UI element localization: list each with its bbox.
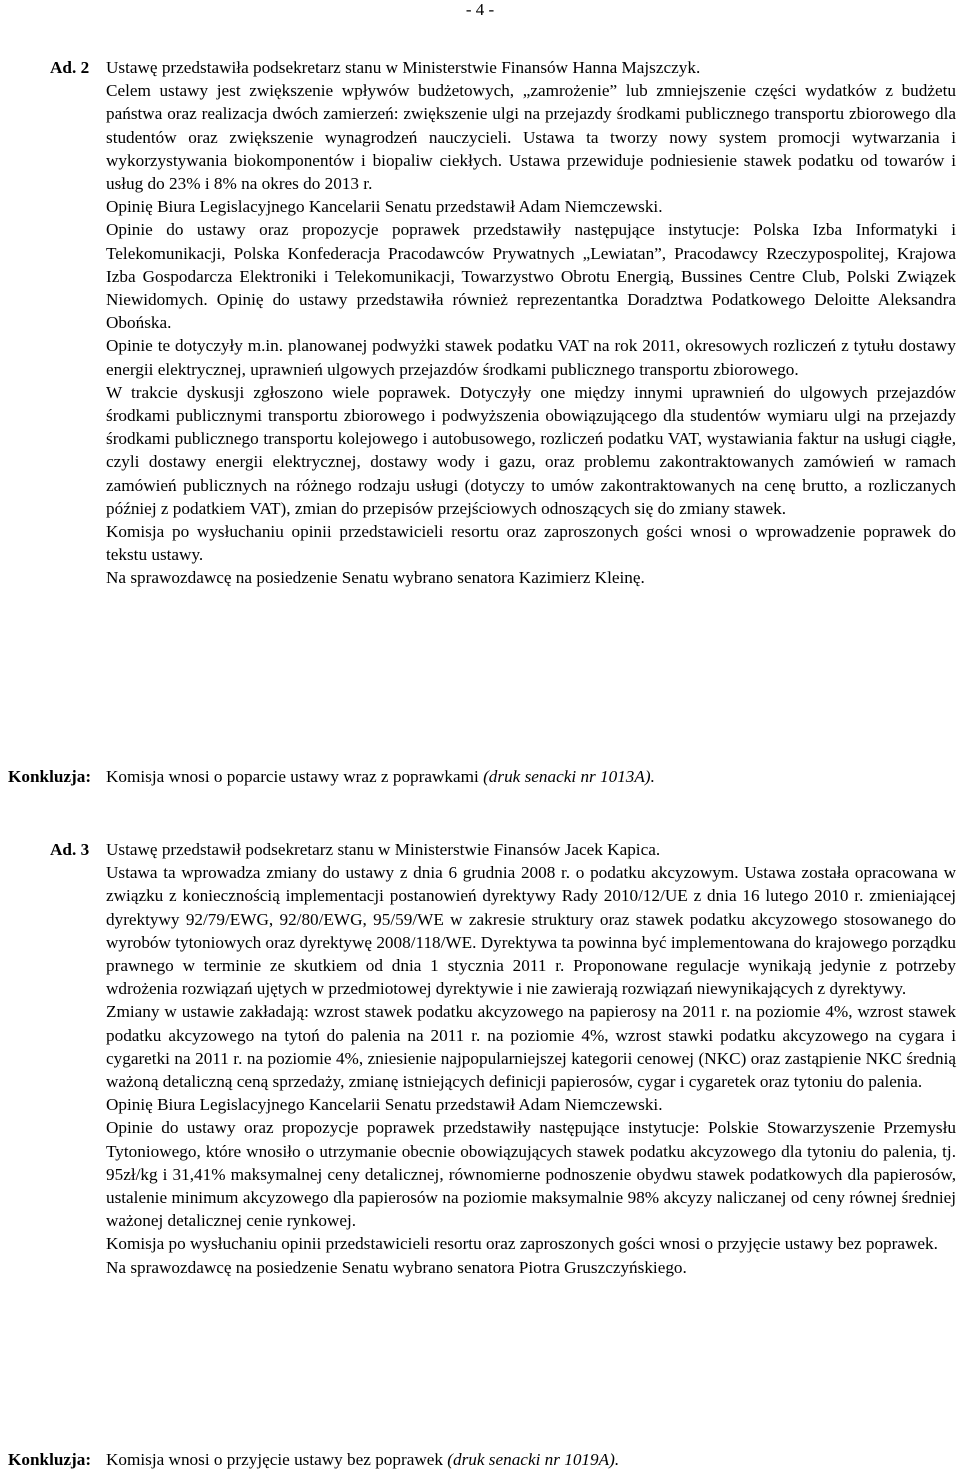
paragraph-presenter: Ustawę przedstawiła podsekretarz stanu w Ministerstwie Finansów Hanna Majszczyk. bbox=[106, 58, 701, 77]
paragraph-purpose: Celem ustawy jest zwiększenie wpływów budżetowych, „zamrożenie” lub zmniejszenie części wydatków z budżetu państwa oraz realizacja dwóch zamierzeń: zwiększenie ulgi na przejazdy środkami publicznego transportu zbiorowego dla studentów oraz zwiększenie wynagrodzeń nauczycieli. Ustawa ta tworzy nowy system promocji wytwarzania i wykorzystywania biokomponentów i biopaliw ciekłych. Ustawa przewiduje podniesienie stawek podatku od towarów i usług do 23% i 8% na okres do 2013 r. bbox=[106, 81, 956, 194]
conclusion-label: Konkluzja: bbox=[8, 1450, 92, 1469]
paragraph-presenter: Ustawę przedstawił podsekretarz stanu w Ministerstwie Finansów Jacek Kapica. bbox=[106, 840, 661, 859]
page-number: - 4 - bbox=[465, 0, 495, 19]
conclusion-ad-3 bbox=[8, 1448, 956, 1471]
paragraph-institution-opinions: Opinie do ustawy oraz propozycje poprawek przedstawiły następujące instytucje: Polska Izba Informatyki i Telekomunikacji, Polska Konfederacja Pracodawców Prywatnych „Lewiatan”, Pracodawcy Rzeczypospolitej, Krajowa Izba Gospodarcza Elektroniki i Telekomunikacji, Towarzystwo Obrotu Energią, Bussines Centre Club, Polski Związek Niewidomych. Opinię do ustawy przedstawiła również reprezentantka Doradztwa Podatkowego Deloitte Aleksandra Obońska. bbox=[106, 220, 956, 333]
section-body-ad-2 bbox=[106, 56, 956, 590]
section-body-ad-3 bbox=[106, 838, 956, 1279]
paragraph-committee-motion: Komisja po wysłuchaniu opinii przedstawicieli resortu oraz zaproszonych gości wnosi o przyjęcie ustawy bez poprawek. bbox=[106, 1234, 938, 1254]
paragraph-legislative-opinion: Opinię Biura Legislacyjnego Kancelarii Senatu przedstawił Adam Niemczewski. bbox=[106, 197, 663, 217]
conclusion-ad-2 bbox=[8, 765, 956, 788]
section-label-ad-3: Ad. 3 bbox=[50, 840, 90, 859]
conclusion-text: Komisja wnosi o poparcie ustawy wraz z poprawkami bbox=[106, 767, 479, 786]
paragraph-changes: Zmiany w ustawie zakładają: wzrost stawek podatku akcyzowego na papierosy na 2011 r. na poziomie 4%, wzrost stawek podatku akcyzowego na tytoń do palenia na 2011 r. na poziomie 4%, wzrost stawki podatku akcyzowego na cygara i cygaretki na 2011 r. na poziomie 4%, zniesienie najpopularniejszej kategorii cenowej (NKC) oraz zastąpienie NKC średnią ważoną detaliczną ceną sprzedaży, zmianę istniejących definicji papierosów, cygar i cygaretek oraz tytoniu do palenia. bbox=[106, 1002, 956, 1092]
paragraph-legislative-opinion: Opinię Biura Legislacyjnego Kancelarii Senatu przedstawił Adam Niemczewski. bbox=[106, 1095, 663, 1115]
paragraph-discussion: W trakcie dyskusji zgłoszono wiele poprawek. Dotyczyły one między innymi uprawnień do ulgowych przejazdów środkami publicznymi transportu zbiorowego i podwyższenia obowiązującego dla studentów wymiaru ulgi na przejazdy środkami publicznego transportu kolejowego i autobusowego, rozliczeń podatku VAT, wystawiania faktur na usługi ciągłe, czyli dostawy energii elektrycznej, dostawy wody i gazu, oraz problemu zakontraktowanych zamówień w ramach zamówień publicznych na różnego rodzaju usługi (dotyczy to umów zakontraktowanych na cenę brutto, a rozliczanych później z podatkiem VAT), zmian do przepisów przejściowych odnoszących się do zmiany stawek. bbox=[106, 382, 956, 518]
paragraph-opinion-topics: Opinie te dotyczyły m.in. planowanej podwyżki stawek podatku VAT na rok 2011, okresowych rozliczeń z tytułu dostawy energii elektrycznej, uprawnień ulgowych przejazdów środkami publicznego transportu zbiorowego. bbox=[106, 336, 956, 379]
paragraph-purpose: Ustawa ta wprowadza zmiany do ustawy z dnia 6 grudnia 2008 r. o podatku akcyzowym. Ustawa została opracowana w związku z koniecznością implementacji postanowień dyrektywy Rady 2010/12/UE z dnia 16 lutego 2010 r. zmieniającej dyrektywy 92/79/EWG, 92/80/EWG, 95/59/WE w zakresie struktury oraz stawek podatku akcyzowego stosowanego do wyrobów tytoniowych oraz dyrektywę 2008/118/WE. Dyrektywa ta powinna być implementowana do krajowego porządku prawnego w terminie ze skutkiem od dnia 1 stycznia 2011 r. Proponowane regulacje wynikają jedynie z potrzeby wdrożenia rozwiązań ujętych w przedmiotowej dyrektywie i nie zawierają rozwiązań niewynikających z dyrektywy. bbox=[106, 863, 956, 999]
section-label-ad-2: Ad. 2 bbox=[50, 58, 90, 77]
paragraph-institution-opinions: Opinie do ustawy oraz propozycje poprawek przedstawiły następujące instytucje: Polskie Stowarzyszenie Przemysłu Tytoniowego, które wnosiło o utrzymanie obecnie obowiązujących stawek podatku akcyzowego dla tytoniu do palenia, tj. 95zł/kg i 31,41% maksymalnej ceny detalicznej, równomierne podnoszenie obydwu stawek podatkowych dla papierosów, ustalenie minimum akcyzowego dla papierosów na poziomie maksymalnie 98% akcyzy naliczanej od ceny równej średniej ważonej detalicznej cenie rynkowej. bbox=[106, 1118, 956, 1231]
conclusion-print-reference: (druk senacki nr 1013A). bbox=[483, 767, 655, 786]
paragraph-committee-motion: Komisja po wysłuchaniu opinii przedstawicieli resortu oraz zaproszonych gości wnosi o wprowadzenie poprawek do tekstu ustawy. bbox=[106, 522, 956, 565]
paragraph-rapporteur: Na sprawozdawcę na posiedzenie Senatu wybrano senatora Kazimierz Kleinę. bbox=[106, 568, 645, 588]
conclusion-label: Konkluzja: bbox=[8, 767, 92, 786]
conclusion-text: Komisja wnosi o przyjęcie ustawy bez poprawek bbox=[106, 1450, 443, 1469]
conclusion-print-reference: (druk senacki nr 1019A). bbox=[447, 1450, 620, 1469]
paragraph-rapporteur: Na sprawozdawcę na posiedzenie Senatu wybrano senatora Piotra Gruszczyńskiego. bbox=[106, 1257, 687, 1277]
